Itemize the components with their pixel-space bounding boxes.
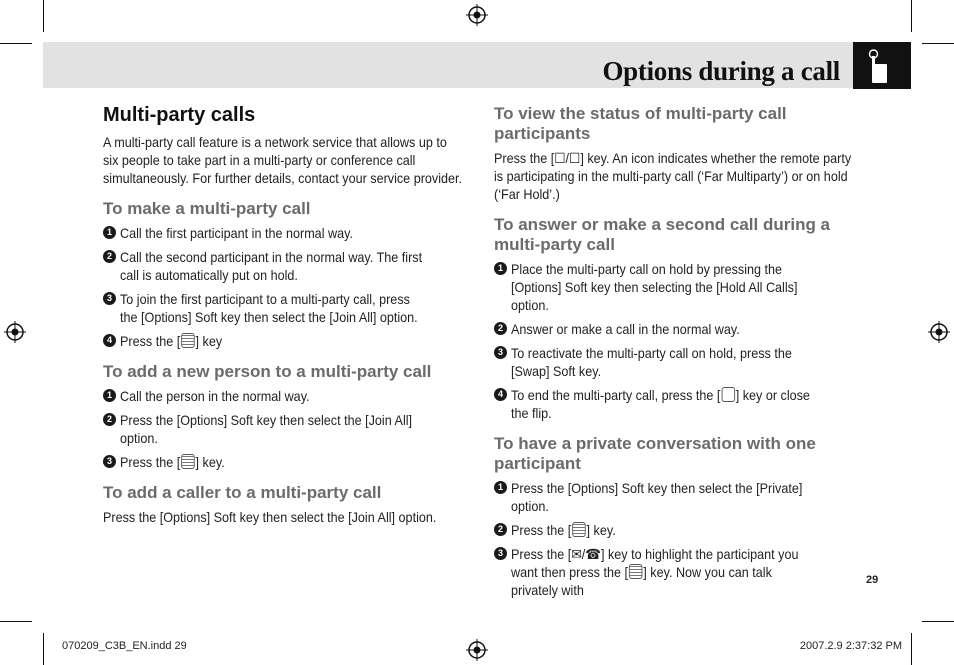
ok-key-icon (629, 564, 643, 579)
step-text: Press the [Options] Soft key then select the [Private] option. (511, 480, 803, 514)
list-item (103, 248, 463, 284)
step-number: 1 (103, 389, 116, 402)
step-text-part: Press the [✉/☎] key to highlight the participant you want then press the [ (511, 546, 799, 580)
list-item (494, 479, 856, 515)
subheading-second-call: To answer or make a second call during a multi-party call (494, 215, 831, 254)
crop-mark (0, 43, 32, 44)
step-number: 4 (494, 388, 507, 401)
ok-key-icon (181, 333, 195, 348)
step-text-part: Press the [ (120, 454, 181, 470)
list-item (494, 320, 856, 338)
section-heading: Multi-party calls (103, 104, 256, 126)
registration-mark-icon (928, 321, 950, 343)
step-number: 2 (494, 322, 507, 335)
list-item (103, 290, 463, 326)
add-caller-paragraph: Press the [Options] Soft key then select the [Join All] option. (103, 509, 437, 525)
crop-mark (922, 621, 954, 622)
list-item (103, 332, 463, 350)
step-number: 3 (494, 346, 507, 359)
step-text (511, 386, 822, 422)
step-text: To reactivate the multi-party call on hold, press the [Swap] Soft key. (511, 345, 792, 379)
list-item (103, 411, 463, 447)
list-item (494, 386, 856, 422)
step-text: Place the multi-party call on hold by pressing the [Options] Soft key then selecting the [Hold All Calls] option. (511, 261, 798, 313)
page-number: 29 (866, 574, 879, 586)
step-text-part: Press the [ (511, 522, 572, 538)
step-text: To join the first participant to a multi-party call, press the [Options] Soft key then select the [Join All] option. (120, 291, 418, 325)
crop-mark (911, 633, 912, 665)
list-item (103, 387, 463, 405)
registration-mark-icon (466, 4, 488, 26)
subheading-make-call: To make a multi-party call (103, 199, 311, 218)
page-title: Options during a call (602, 56, 840, 86)
step-number: 3 (494, 547, 507, 560)
right-column (494, 104, 856, 605)
step-text-part: Press the [ (120, 333, 181, 349)
step-text-part: ] key. (195, 454, 225, 470)
step-number: 2 (103, 413, 116, 426)
step-text (120, 332, 429, 350)
step-text (511, 545, 822, 599)
left-column (103, 104, 463, 526)
step-text: Call the person in the normal way. (120, 388, 310, 404)
step-number: 3 (103, 455, 116, 468)
step-number: 2 (494, 523, 507, 536)
step-text-part: ] key. Now you can talk privately with (511, 564, 772, 598)
list-item (494, 545, 856, 599)
step-number: 3 (103, 292, 116, 305)
list-item (103, 224, 463, 242)
footer-filename: 070209_C3B_EN.indd 29 (62, 640, 187, 652)
step-text: Call the second participant in the normal way. The first call is automatically put on hold. (120, 249, 423, 283)
step-number: 1 (494, 262, 507, 275)
step-text: Press the [Options] Soft key then select the [Join All] option. (120, 412, 413, 446)
footer-timestamp: 2007.2.9 2:37:32 PM (799, 640, 902, 652)
step-text: Call the first participant in the normal way. (120, 225, 353, 241)
list-item (494, 260, 856, 314)
subheading-private-conversation: To have a private conversation with one participant (494, 434, 816, 473)
step-text (511, 521, 822, 539)
registration-mark-icon (4, 321, 26, 343)
list-item (494, 344, 856, 380)
end-key-icon (721, 387, 735, 402)
step-text: Answer or make a call in the normal way. (511, 321, 740, 337)
step-text-part: To end the multi-party call, press the [ (511, 387, 721, 403)
view-status-paragraph: Press the [☐/☐] key. An icon indicates whether the remote party is participating in the multi-party call (‘Far Multiparty’) or on hold (‘Far Hold’.) (494, 150, 852, 202)
crop-mark (922, 43, 954, 44)
ok-key-icon (181, 454, 195, 469)
subheading-add-caller: To add a caller to a multi-party call (103, 483, 382, 502)
registration-mark-icon (466, 639, 488, 661)
phone-tab-icon (853, 42, 911, 89)
ok-key-icon (572, 522, 586, 537)
crop-mark (911, 0, 912, 32)
step-number: 2 (103, 250, 116, 263)
step-number: 1 (103, 226, 116, 239)
crop-mark (43, 0, 44, 32)
step-number: 4 (103, 334, 116, 347)
crop-mark (0, 621, 32, 622)
step-text-part: ] key (195, 333, 223, 349)
step-text-part: ] key or close the flip. (511, 387, 810, 421)
subheading-view-status: To view the status of multi-party call participants (494, 104, 787, 143)
intro-paragraph: A multi-party call feature is a network service that allows up to six people to take part in a multi-party or conference call simultaneously. For further details, contact your service provider. (103, 134, 463, 186)
crop-mark (43, 633, 44, 665)
list-item (494, 521, 856, 539)
step-number: 1 (494, 481, 507, 494)
subheading-add-person: To add a new person to a multi-party call (103, 362, 432, 381)
step-text (120, 453, 429, 471)
list-item (103, 453, 463, 471)
step-text-part: ] key. (586, 522, 616, 538)
